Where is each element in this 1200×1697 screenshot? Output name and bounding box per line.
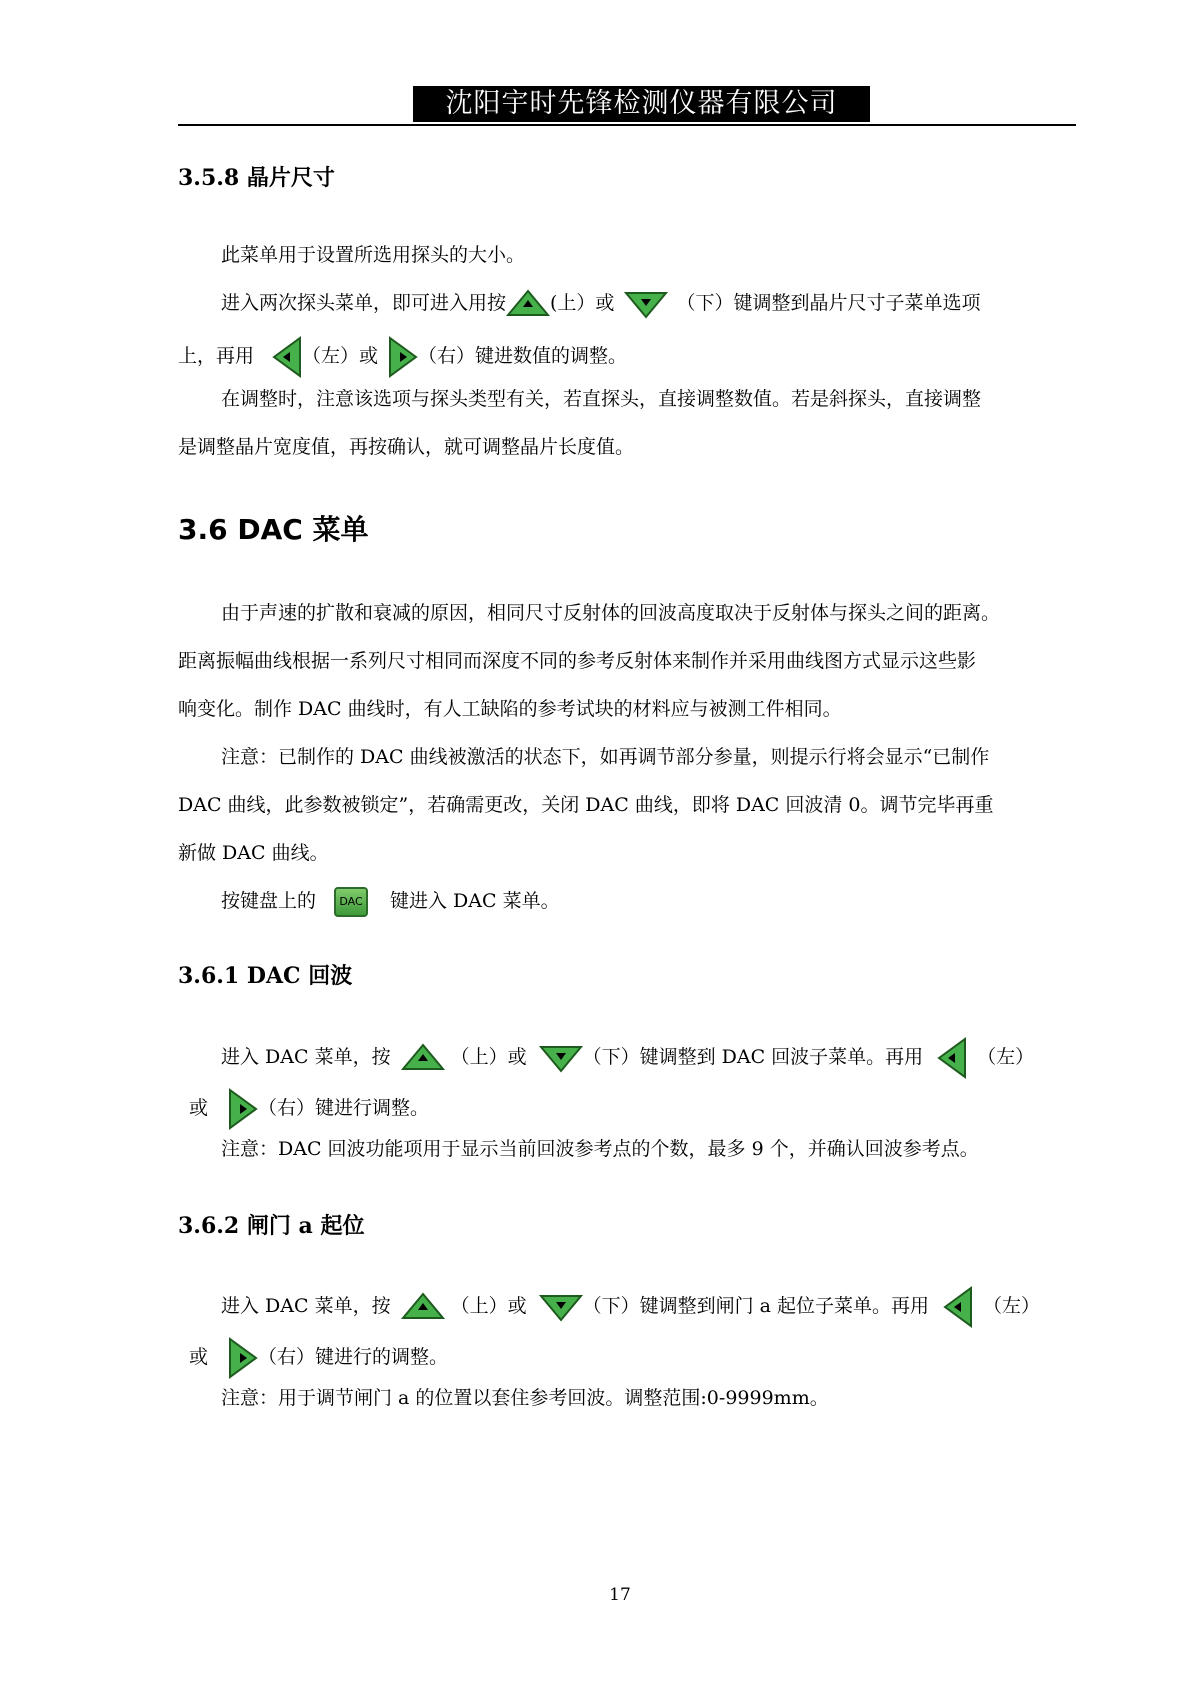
paragraph-line: 注意：已制作的 DAC 曲线被激活的状态下，如再调节部分参量，则提示行将会显示“已制作 [221, 746, 990, 768]
text-span: （下）键调整到晶片尺寸子菜单选项 [676, 292, 981, 314]
text-span: （右）键进行调整。 [258, 1097, 430, 1119]
text-span: （左）或 [302, 345, 379, 367]
text-span: 进入两次探头菜单，即可进入用按 [221, 292, 507, 314]
paragraph-line: 新做 DAC 曲线。 [178, 842, 329, 864]
paragraph-line [189, 1088, 429, 1130]
paragraph-line [221, 1286, 1040, 1328]
paragraph-line: 注意：DAC 回波功能项用于显示当前回波参考点的个数，最多 9 个，并确认回波参考点。 [221, 1138, 979, 1160]
up-arrow-key-icon [401, 1292, 445, 1322]
text-span: 或 [189, 1097, 209, 1119]
paragraph-line: 响变化。制作 DAC 曲线时，有人工缺陷的参考试块的材料应与被测工件相同。 [178, 698, 842, 720]
text-span: 或 [189, 1346, 209, 1368]
down-arrow-key-icon [539, 1043, 583, 1073]
text-span: 进入 DAC 菜单，按 [221, 1295, 391, 1317]
paragraph-line: 在调整时，注意该选项与探头类型有关，若直探头，直接调整数值。若是斜探头，直接调整 [221, 388, 982, 410]
section-heading-3-6-2: 3.6.2 闸门 a 起位 [178, 1213, 365, 1239]
down-arrow-key-icon [624, 289, 668, 319]
left-arrow-key-icon [272, 336, 302, 378]
paragraph-line [221, 1037, 1034, 1079]
text-span: （右）键进行的调整。 [258, 1346, 449, 1368]
section-heading-3-6-1: 3.6.1 DAC 回波 [178, 963, 353, 989]
right-arrow-key-icon [228, 1088, 258, 1130]
left-arrow-key-icon [937, 1037, 967, 1079]
text-span: 按键盘上的 [221, 890, 317, 912]
company-banner: 沈阳宇时先锋检测仪器有限公司 [413, 86, 870, 122]
down-arrow-key-icon [539, 1292, 583, 1322]
paragraph-line: 注意：用于调节闸门 a 的位置以套住参考回波。调整范围:0-9999mm。 [221, 1387, 829, 1409]
header-rule [178, 124, 1076, 126]
paragraph-line: 此菜单用于设置所选用探头的大小。 [221, 244, 526, 266]
text-span: 键进入 DAC 菜单。 [390, 890, 560, 912]
section-heading-3-5-8: 3.5.8 晶片尺寸 [178, 165, 335, 191]
text-span: （左） [977, 1046, 1035, 1068]
text-span: （左） [983, 1295, 1041, 1317]
page-number: 17 [609, 1585, 631, 1605]
up-arrow-key-icon [401, 1043, 445, 1073]
paragraph-line [221, 886, 560, 917]
paragraph-line [189, 1337, 448, 1379]
up-arrow-key-icon [506, 289, 550, 319]
paragraph-line: 是调整晶片宽度值，再按确认，就可调整晶片长度值。 [178, 436, 635, 458]
paragraph-line: DAC 曲线，此参数被锁定”，若确需更改，关闭 DAC 曲线，即将 DAC 回波清 0。调节完毕再重 [178, 794, 994, 816]
section-heading-3-6: 3.6 DAC 菜单 [178, 513, 369, 546]
right-arrow-key-icon [228, 1337, 258, 1379]
text-span: 进入 DAC 菜单，按 [221, 1046, 391, 1068]
paragraph-line [178, 336, 627, 378]
text-span: (上）或 [550, 292, 615, 314]
left-arrow-key-icon [943, 1286, 973, 1328]
paragraph-line: 由于声速的扩散和衰减的原因，相同尺寸反射体的回波高度取决于反射体与探头之间的距离。 [221, 602, 1001, 624]
paragraph-line: 距离振幅曲线根据一系列尺寸相同而深度不同的参考反射体来制作并采用曲线图方式显示这些影 [178, 650, 977, 672]
dac-key-icon: DAC [334, 887, 368, 917]
right-arrow-key-icon [388, 336, 418, 378]
text-span: （上）或 [450, 1046, 527, 1068]
text-span: （下）键调整到 DAC 回波子菜单。再用 [582, 1046, 924, 1068]
text-span: （下）键调整到闸门 a 起位子菜单。再用 [582, 1295, 930, 1317]
text-span: 上，再用 [178, 345, 255, 367]
text-span: （右）键进数值的调整。 [418, 345, 628, 367]
paragraph-line [221, 288, 980, 319]
text-span: （上）或 [450, 1295, 527, 1317]
